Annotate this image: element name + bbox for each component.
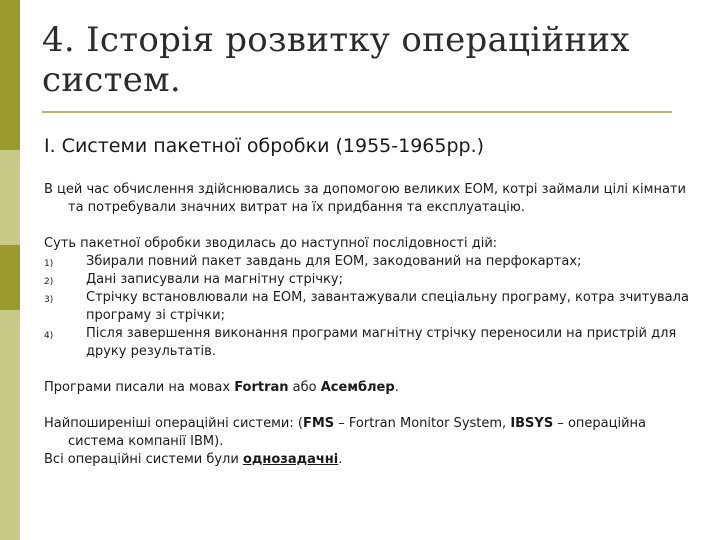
list-item [44,271,694,289]
steps-list [44,253,694,361]
intro-paragraph: В цей час обчислення здійснювались за допомогою великих ЕОМ, котрі займали цілі кімнати та потребували значних витрат на їх придбання та експлуатацію. [44,182,686,215]
list-item [44,289,694,325]
single-task-suffix: . [338,452,343,467]
accent-bar-light-segment [0,310,20,540]
system-ibsys-description: – операційна система компанії IBM). [68,416,647,449]
languages-suffix: . [394,380,399,395]
systems-prefix: Найпоширеніші операційні системи: ( [44,416,303,431]
section-subtitle: I. Системи пакетної обробки (1955-1965рр.) [44,135,485,157]
system-fms: FMS [302,416,335,431]
list-item-text: Дані записували на магнітну стрічку; [86,272,343,287]
essence-paragraph: Суть пакетної обробки зводилась до наступної послідовності дій: [44,236,498,251]
list-item-number: 4) [44,331,54,341]
languages-paragraph [44,379,694,397]
language-fortran: Fortran [234,380,289,395]
languages-middle: або [288,380,321,395]
list-item-text: Після завершення виконання програми магнітну стрічку переносили на пристрій для друку результатів. [86,326,677,359]
single-task-paragraph [44,451,694,469]
accent-bar-light-segment [0,150,20,245]
list-item [44,325,694,361]
single-task-term: однозадачні [242,452,339,467]
list-item-number: 2) [44,277,54,287]
accent-side-bar [0,0,20,540]
system-fms-description: – Fortran Monitor System, [334,416,511,431]
slide-title: 4. Історія розвитку операційних систем. [42,20,630,100]
list-item-number: 1) [44,259,54,269]
slide-body [44,181,694,469]
title-divider [42,111,672,113]
system-ibsys: IBSYS [510,416,554,431]
single-task-prefix: Всі операційні системи були [44,452,243,467]
list-item-text: Стрічку встановлювали на ЕОМ, завантажували спеціальну програму, котра зчитувала програму зі стрічки; [86,290,689,323]
languages-prefix: Програми писали на мовах [44,380,235,395]
list-item-text: Збирали повний пакет завдань для ЕОМ, закодований на перфокартах; [86,254,582,269]
list-item [44,253,694,271]
language-assembler: Асемблер [320,380,395,395]
list-item-number: 3) [44,295,54,305]
systems-paragraph [44,415,694,451]
